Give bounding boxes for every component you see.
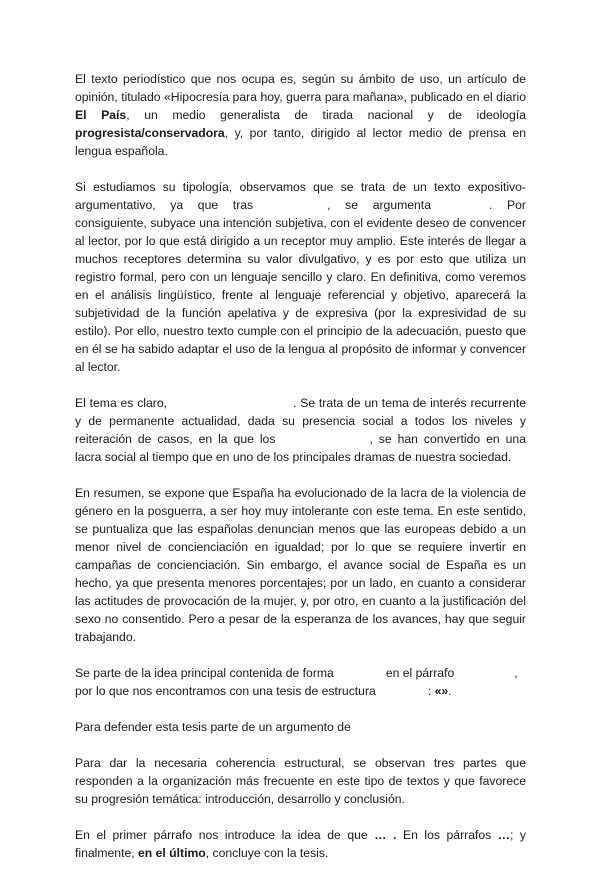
parts-text-a: En el primer párrafo nos introduce la idea de que	[75, 828, 368, 842]
theme-text-a: El tema es claro,	[75, 396, 168, 410]
thesis-quote-marks: «»	[434, 684, 449, 698]
structure-text: Para dar la necesaria coherencia estructural, se observan tres partes que responden a la organización más frecuente en este tipo de textos y que favorece su progresión temática: introducción, desarrollo y conclusión.	[75, 756, 526, 806]
newspaper-name: El País	[75, 108, 127, 122]
thesis-line1-a: Se parte de la idea principal contenida de forma	[75, 666, 334, 680]
parts-text-b: En los párrafos	[402, 828, 492, 842]
document-page	[75, 70, 526, 880]
summary-text: En resumen, se expone que España ha evolucionado de la lacra de la violencia de género en la posguerra, a ser hoy muy intolerante con este tema. En este sentido, se puntualiza que las españolas denuncian menos que las europeas debido a un menor nivel de concienciación en igualdad; por lo que se requiere invertir en campañas de concienciación. Sin embargo, el avance social de España es un hecho, ya que presenta menores porcentajes; por un lado, en cuanto a considerar las actitudes de provocación de la mujer, y, por otro, en cuanto a la justificación del sexo no consentido. Pero a pesar de la esperanza de los avances, hay que seguir trabajando.	[75, 486, 526, 644]
typology-text-b: , se argumenta	[327, 198, 431, 212]
paragraph-intro	[75, 70, 526, 160]
ideology-label: progresista/conservadora	[75, 126, 225, 140]
thesis-line1-c: ,	[514, 666, 518, 680]
intro-text-b: , un medio generalista de tirada nacional y de ideología	[126, 108, 526, 122]
paragraph-argument	[75, 718, 526, 736]
paragraph-typology	[75, 178, 526, 376]
typology-text-a: Si estudiamos su tipología, observamos que se trata de un texto expositivo-argumentativo, ya que tras	[75, 180, 526, 212]
paragraph-thesis	[75, 664, 526, 700]
parts-ellipsis-a: … .	[374, 828, 397, 842]
argument-text: Para defender esta tesis parte de un argumento de	[75, 720, 351, 734]
paragraph-structure	[75, 754, 526, 808]
parts-text-d: , concluye con la tesis.	[205, 846, 329, 860]
thesis-line1-b: en el párrafo	[385, 666, 455, 680]
thesis-line2-a: por lo que nos encontramos con una tesis de estructura	[75, 684, 376, 698]
thesis-line2-c: .	[448, 684, 452, 698]
paragraph-summary	[75, 484, 526, 646]
parts-last-label: en el último	[138, 846, 206, 860]
thesis-line2-b: :	[427, 684, 432, 698]
theme-text-b: . Se trata de un tema de interés recurrente y de permanente actualidad, dada su presencia social a todos los niveles y reiteración de casos, en la que los	[75, 396, 526, 446]
paragraph-parts	[75, 826, 526, 862]
typology-text-c: . Por consiguiente, subyace una intención subjetiva, con el evidente deseo de convencer al lector, por lo que está dirigido a un receptor muy amplio. Este interés de llegar a muchos receptores determina su valor divulgativo, y es por esto que utiliza un registro formal, pero con un lenguaje sencillo y claro. En definitiva, como veremos en el análisis lingüístico, frente al lenguaje referencial y objetivo, aparecerá la subjetividad de la función apelativa y de expresiva (por la expresividad de su estilo). Por ello, nuestro texto cumple con el principio de la adecuación, puesto que en él se ha sabido adaptar el uso de la lengua al propósito de informar y convencer al lector.	[75, 198, 526, 374]
intro-text-c: , y, por tanto, dirigido al lector medio de prensa en lengua española.	[75, 126, 526, 158]
parts-ellipsis-b: …	[497, 828, 510, 842]
paragraph-theme	[75, 394, 526, 466]
parts-text-c: ; y finalmente,	[75, 828, 527, 860]
theme-text-c: , se han convertido en una lacra social al tiempo que en uno de los principales dramas de nuestra sociedad.	[75, 432, 526, 464]
intro-text-a: El texto periodístico que nos ocupa es, según su ámbito de uso, un artículo de opinión, titulado «Hipocresía para hoy, guerra para mañana», publicado en el diario	[75, 72, 526, 104]
